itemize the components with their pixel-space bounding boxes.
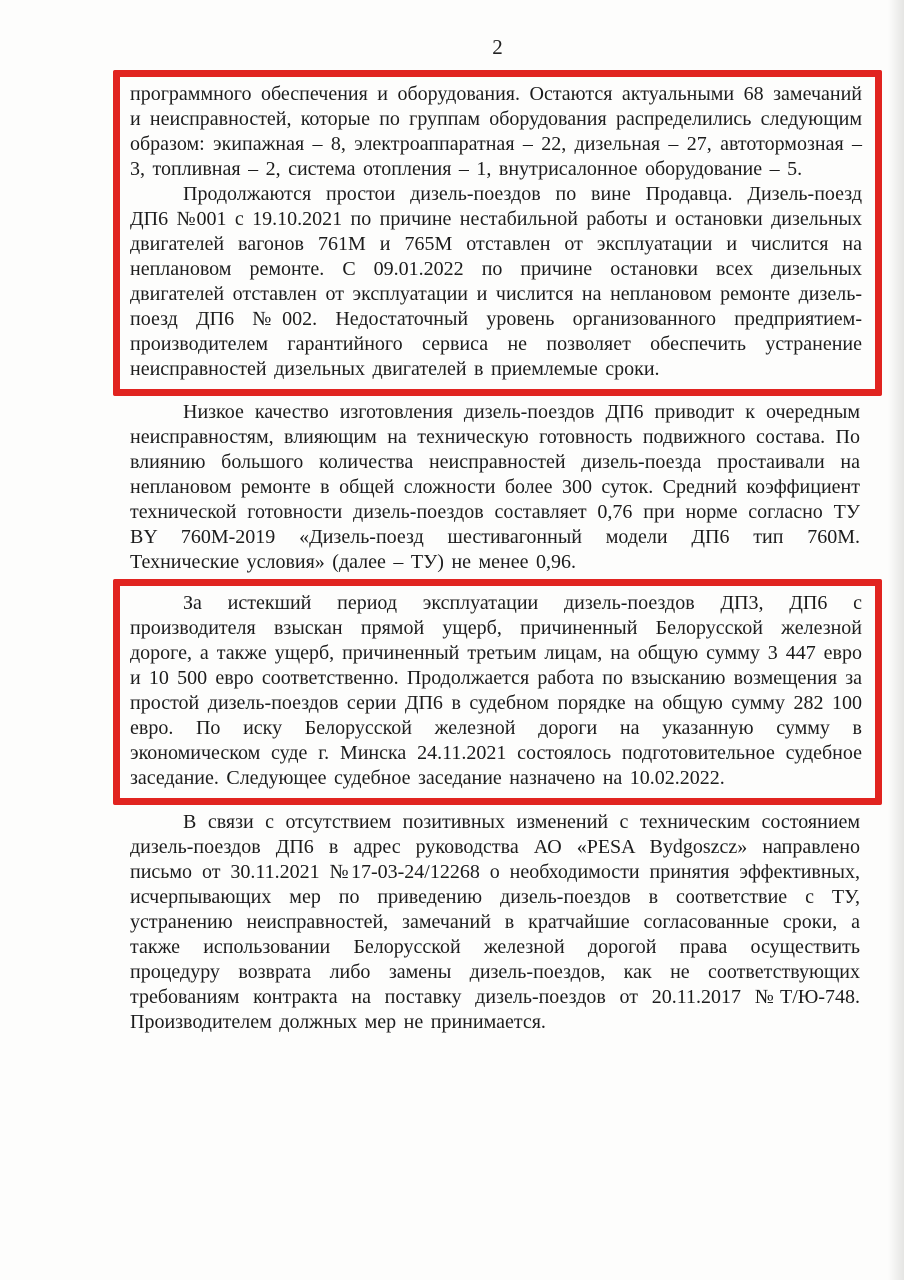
paragraph-damages-court: За истекший период эксплуатации дизель-поездов ДП3, ДП6 с производителя взыскан прямой ущерб, причиненный Белорусской железной дороге, а также ущерб, причиненный третьим лицам, на общую сумму 3 447 евро и 10 500 евро соответственно. Продолжается работа по взысканию возмещения за простой дизель-поездов серии ДП6 в судебном порядке на общую сумму 282 100 евро. По иску Белорусской железной дороги на указанную сумму в экономическом суде г. Минска 24.11.2021 состоялось подготовительное судебное заседание. Следующее судебное заседание назначено на 10.02.2022. xyxy=(130,592,862,789)
highlight-box-damages xyxy=(113,579,882,805)
paragraph-quality-readiness: Низкое качество изготовления дизель-поездов ДП6 приводит к очередным неисправностям, влияющим на техническую готовность подвижного состава. По влиянию большого количества неисправностей дизель-поезда простаивали на неплановом ремонте в общей сложности более 300 суток. Средний коэффициент технической готовности дизель-поездов составляет 0,76 при норме согласно ТУ BY 760М-2019 «Дизель-поезд шестивагонный модели ДП6 тип 760М. Технические условия» (далее – ТУ) не менее 0,96. xyxy=(130,401,860,573)
scan-edge-shadow xyxy=(888,0,904,1280)
paragraph-train-downtime: Продолжаются простои дизель-поездов по вине Продавца. Дизель-поезд ДП6 №001 с 19.10.2021 по причине нестабильной работы и остановки дизельных двигателей вагонов 761М и 765М отставлен от эксплуатации и числится на неплановом ремонте. С 09.01.2022 по причине остановки всех дизельных двигателей отставлен от эксплуатации и числится на неплановом ремонте дизель-поезд ДП6 №002. Недостаточный уровень организованного предприятием-производителем гарантийного сервиса не позволяет обеспечить устранение неисправностей дизельных двигателей в приемлемые сроки. xyxy=(130,183,862,380)
page-number: 2 xyxy=(492,35,503,59)
paragraph-letter-to-pesa: В связи с отсутствием позитивных изменений с техническим состоянием дизель-поездов ДП6 в адрес руководства АО «PESA Bydgoszcz» направлено письмо от 30.11.2021 №17-03-24/12268 о необходимости принятия эффективных, исчерпывающих мер по приведению дизель-поездов в соответствие с ТУ, устранению неисправностей, замечаний в кратчайшие согласованные сроки, а также использовании Белорусской железной дорогой права осуществить процедуру возврата либо замены дизель-поездов, как не соответствующих требованиям контракта на поставку дизель-поездов от 20.11.2017 №Т/Ю-748. Производителем должных мер не принимается. xyxy=(130,811,860,1033)
document-text-column xyxy=(113,34,882,1035)
paragraph-equipment-defects: программного обеспечения и оборудования. Остаются актуальными 68 замечаний и неисправностей, которые по группам оборудования распределились следующим образом: экипажная – 8, электроаппаратная – 22, дизельная – 27, автотормозная – 3, топливная – 2, система отопления – 1, внутрисалонное оборудование – 5. xyxy=(130,83,862,180)
highlight-box-defects xyxy=(113,70,882,396)
